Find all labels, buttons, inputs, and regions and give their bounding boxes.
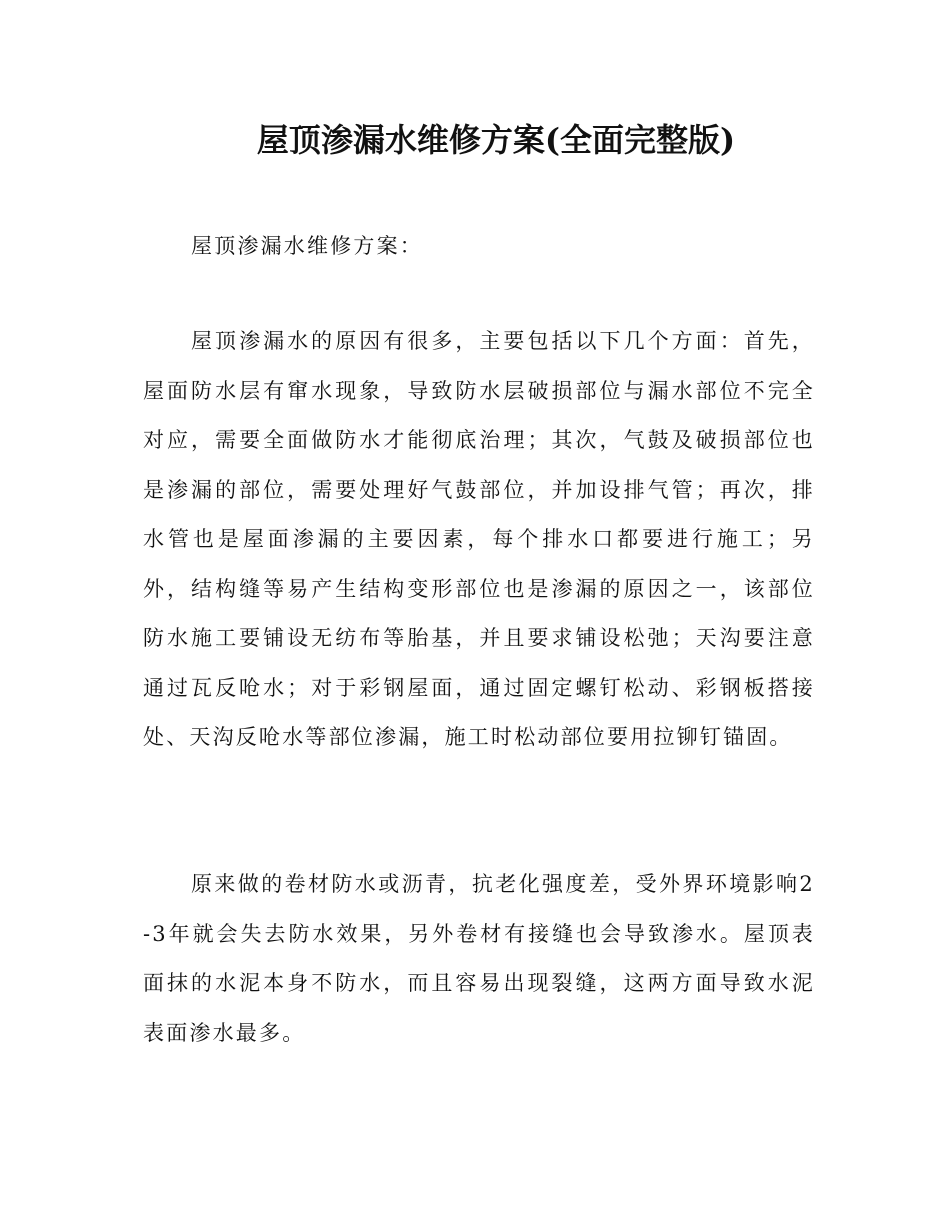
causes-paragraph: 屋顶渗漏水的原因有很多，主要包括以下几个方面：首先，屋面防水层有窜水现象，导致防水层破损部位与漏水部位不完全对应，需要全面做防水才能彻底治理；其次，气鼓及破损部位也是渗漏的部位，需要处理好气鼓部位，并加设排气管；再次，排水管也是屋面渗漏的主要因素，每个排水口都要进行施工；另外，结构缝等易产生结构变形部位也是渗漏的原因之一，该部位防水施工要铺设无纺布等胎基，并且要求铺设松弛；天沟要注意通过瓦反呛水；对于彩钢屋面，通过固定螺钉松动、彩钢板搭接处、天沟反呛水等部位渗漏，施工时松动部位要用拉铆钉锚固。 [143, 329, 815, 749]
material-paragraph: 原来做的卷材防水或沥青，抗老化强度差，受外界环境影响2-3年就会失去防水效果，另外卷材有接缝也会导致渗水。屋顶表面抹的水泥本身不防水，而且容易出现裂缝，这两方面导致水泥表面渗水最多。 [143, 872, 815, 1045]
page-title: 屋顶渗漏水维修方案(全面完整版) [256, 121, 736, 159]
intro-paragraph: 屋顶渗漏水维修方案： [191, 234, 423, 258]
